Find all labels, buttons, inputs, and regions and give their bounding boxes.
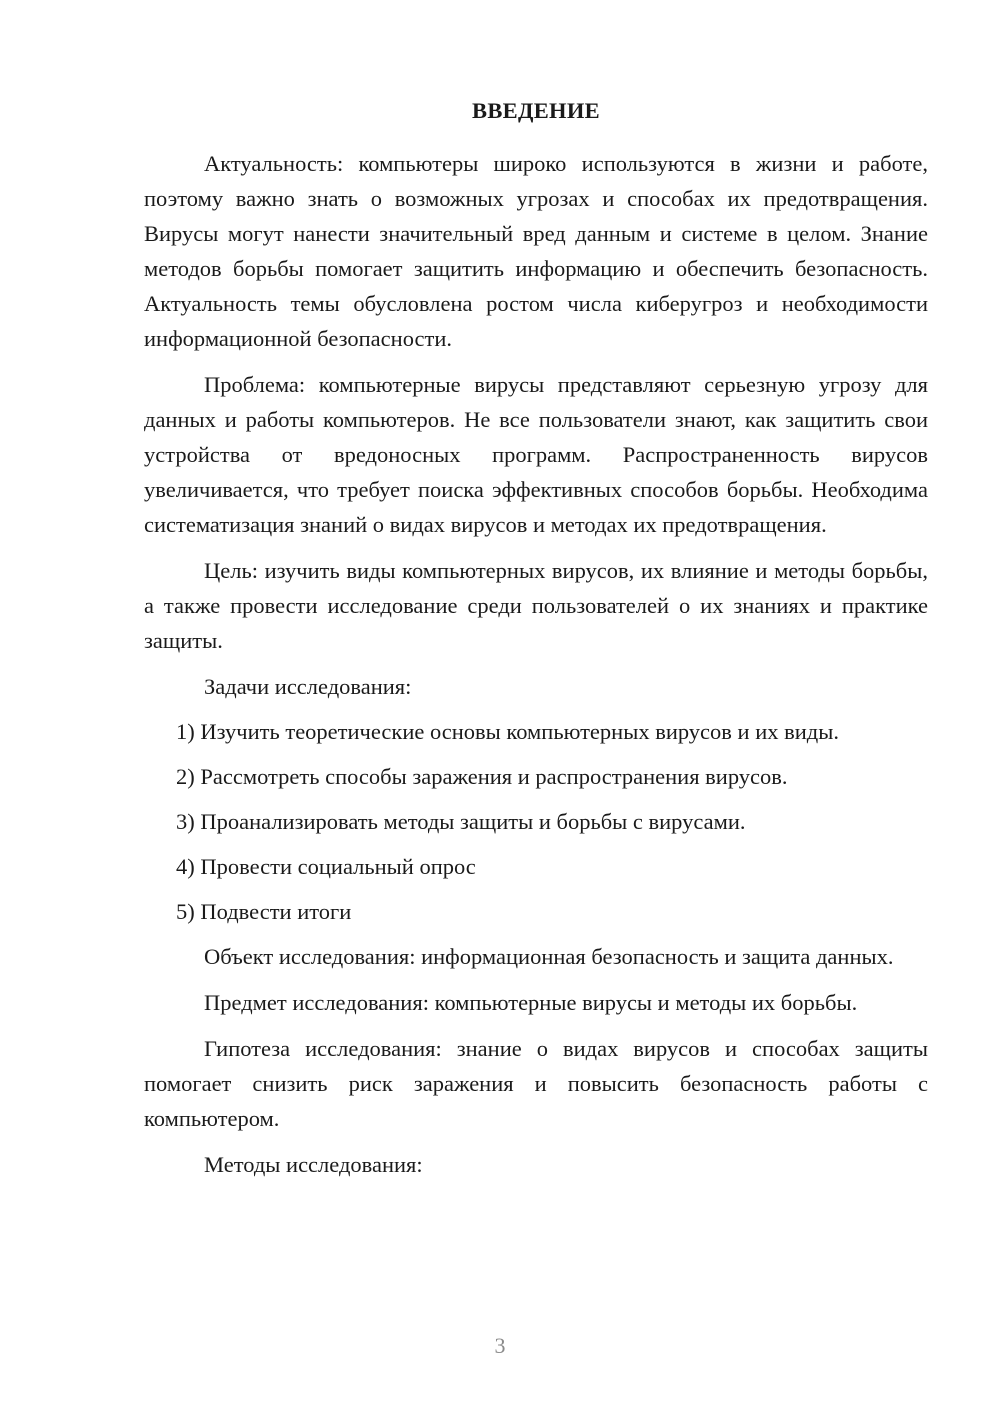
document-title: ВВЕДЕНИЕ — [472, 98, 600, 123]
page-number: 3 — [494, 1333, 506, 1358]
task-item-2: 2) Рассмотреть способы заражения и распространения вирусов. — [176, 764, 788, 789]
goal-paragraph: Цель: изучить виды компьютерных вирусов, их влияние и методы борьбы, а также провести исследование среди пользователей о их знаниях и практике защиты. — [144, 558, 928, 653]
tasks-heading: Задачи исследования: — [204, 674, 412, 699]
task-item-5: 5) Подвести итоги — [176, 899, 352, 924]
tasks-list — [144, 714, 928, 929]
methods-heading: Методы исследования: — [204, 1152, 423, 1177]
problem-paragraph: Проблема: компьютерные вирусы представляют серьезную угрозу для данных и работы компьютеров. Не все пользователи знают, как защитить свои устройства от вредоносных программ. Распространенность вирусов увеличивается, что требует поиска эффективных способов борьбы. Необходима систематизация знаний о видах вирусов и методах их предотвращения. — [144, 372, 928, 537]
subject-paragraph: Предмет исследования: компьютерные вирусы и методы их борьбы. — [204, 990, 858, 1015]
task-item-1: 1) Изучить теоретические основы компьютерных вирусов и их виды. — [176, 719, 839, 744]
relevance-paragraph: Актуальность: компьютеры широко используются в жизни и работе, поэтому важно знать о возможных угрозах и способах их предотвращения. Вирусы могут нанести значительный вред данным и системе в целом. Знание методов борьбы помогает защитить информацию и обеспечить безопасность. Актуальность темы обусловлена ростом числа киберугроз и необходимости информационной безопасности. — [144, 151, 928, 351]
page-content — [144, 96, 928, 1193]
task-item-4: 4) Провести социальный опрос — [176, 854, 476, 879]
task-item-3: 3) Проанализировать методы защиты и борьбы с вирусами. — [176, 809, 746, 834]
hypothesis-paragraph: Гипотеза исследования: знание о видах вирусов и способах защиты помогает снизить риск заражения и повысить безопасность работы с компьютером. — [144, 1036, 928, 1131]
object-paragraph: Объект исследования: информационная безопасность и защита данных. — [204, 944, 894, 969]
